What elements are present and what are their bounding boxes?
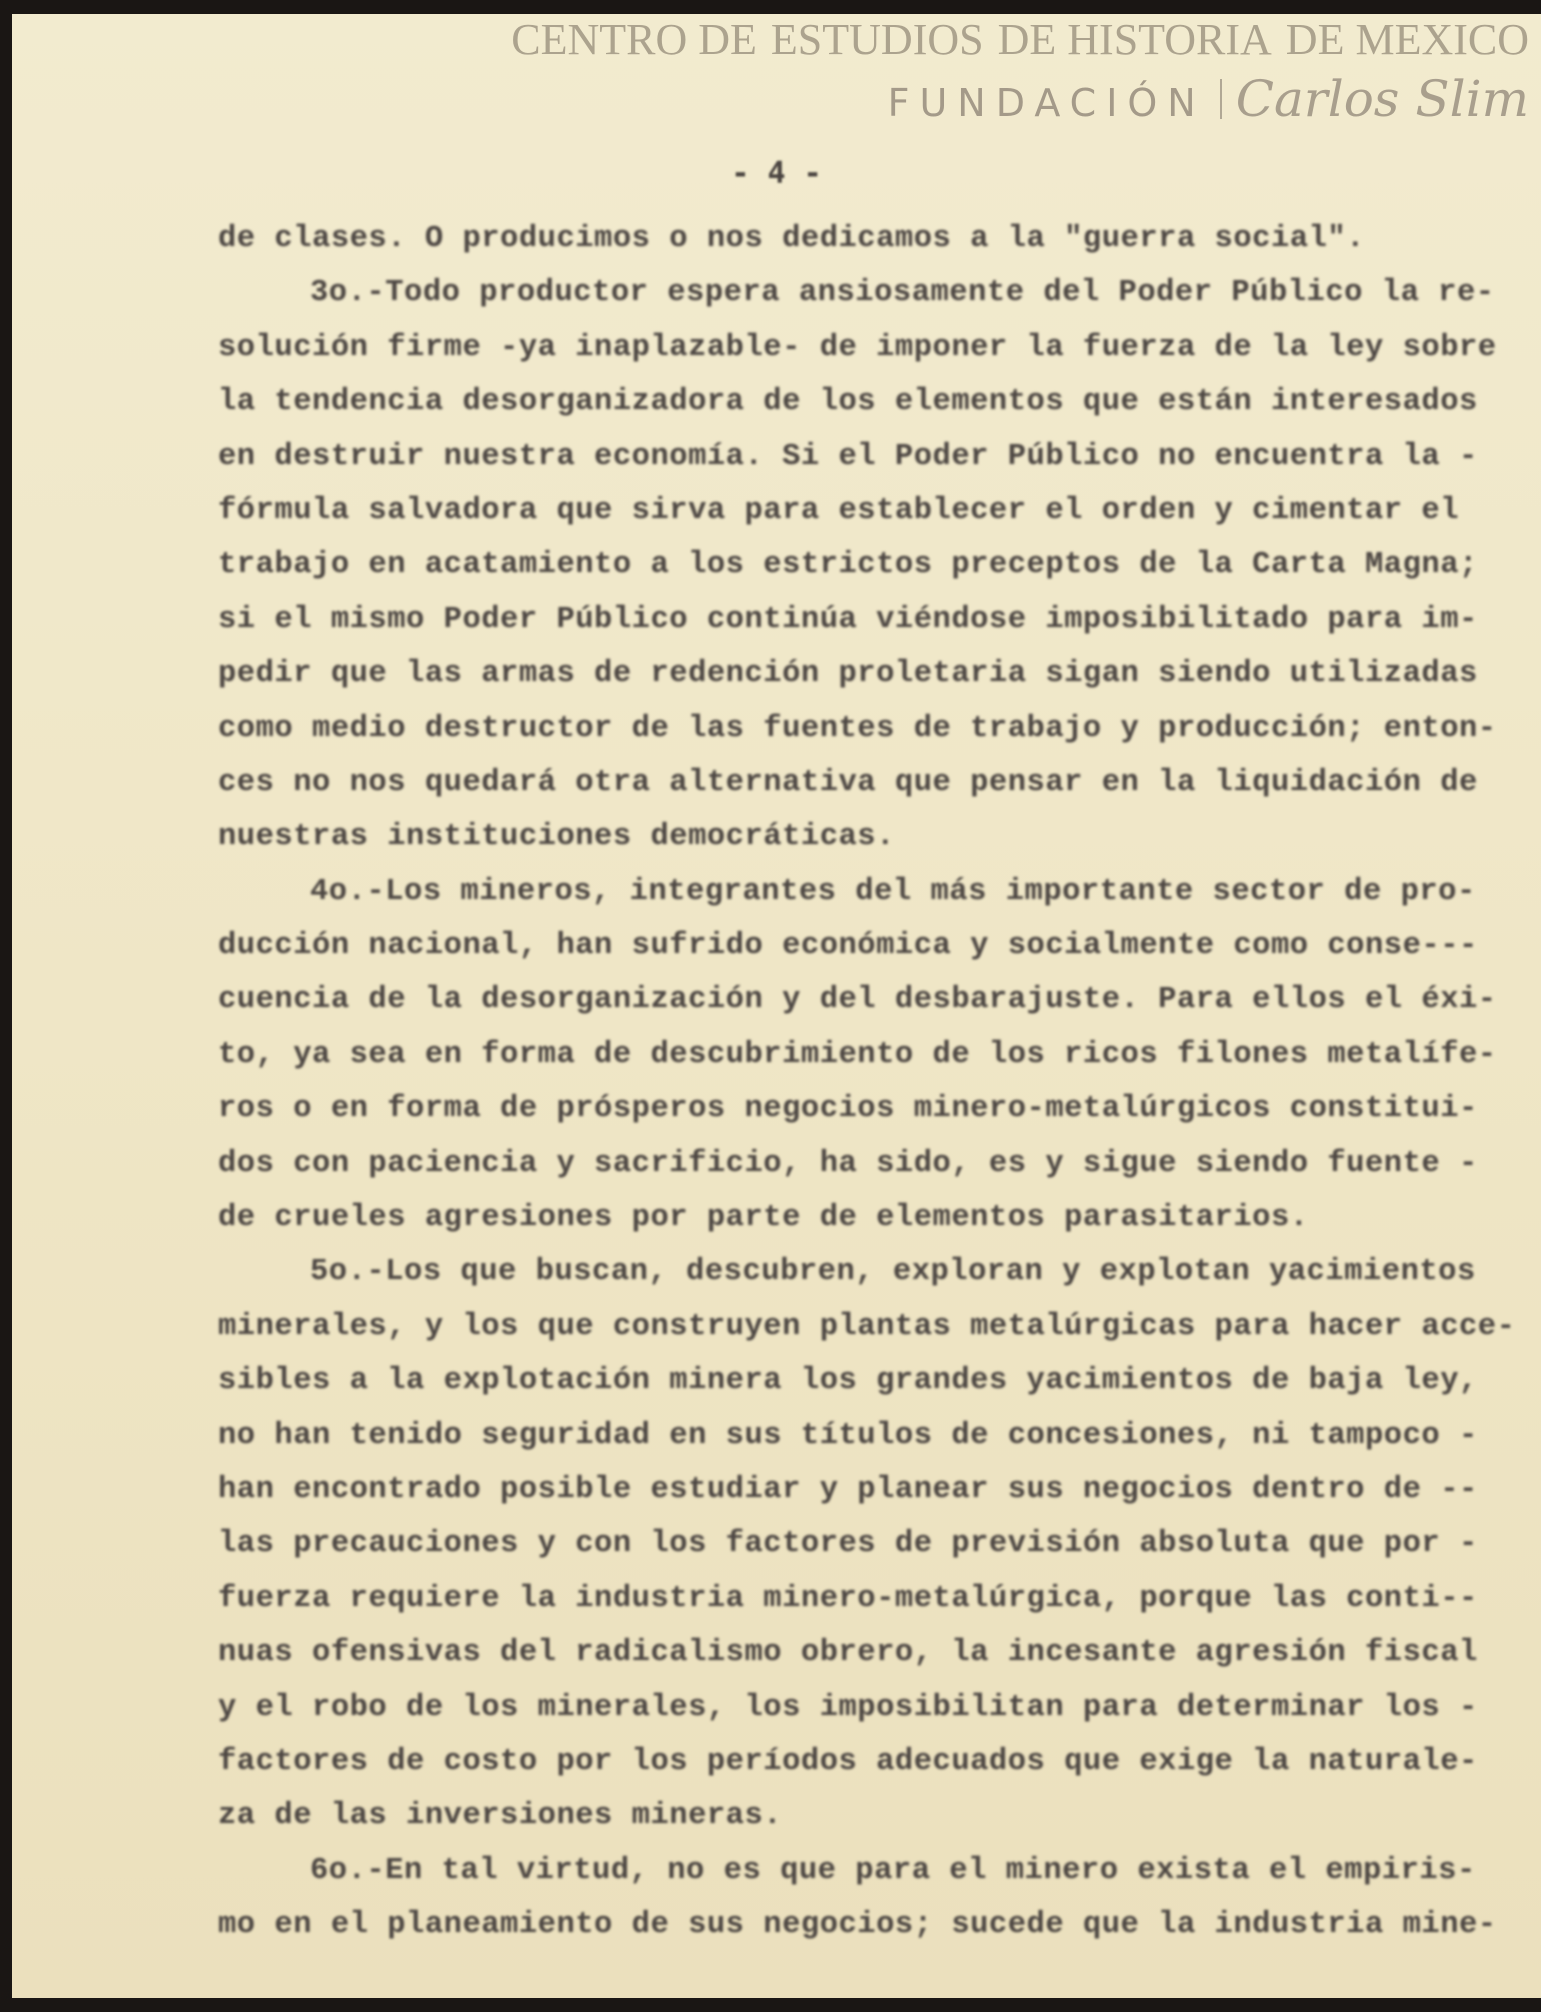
text-line: 4o.-Los mineros, integrantes del más importante sector de pro- (310, 874, 1476, 909)
text-line: dos con paciencia y sacrificio, ha sido, es y sigue siendo fuente - (218, 1146, 1478, 1181)
text-line: de crueles agresiones por parte de elementos parasitarios. (218, 1201, 1309, 1236)
text-line: en destruir nuestra economía. Si el Poder Público no encuentra la - (218, 439, 1478, 474)
text-line: nuas ofensivas del radicalismo obrero, la incesante agresión fiscal (218, 1636, 1478, 1671)
document-body (218, 212, 1518, 1953)
text-line: factores de costo por los períodos adecuados que exige la naturale- (218, 1744, 1478, 1779)
watermark-title-row (511, 15, 1529, 64)
watermark-line: DE HISTORIA (997, 15, 1272, 64)
paragraph (218, 1844, 1518, 1953)
text-line: fuerza requiere la industria minero-metalúrgica, porque las conti-- (218, 1581, 1478, 1616)
page-number: - 4 - (731, 156, 822, 191)
text-line: za de las inversiones mineras. (218, 1799, 783, 1834)
text-line: trabajo en acatamiento a los estrictos preceptos de la Carta Magna; (218, 548, 1478, 583)
text-line: cuencia de la desorganización y del desbarajuste. Para ellos el éxi- (218, 983, 1497, 1018)
paragraph (218, 212, 1518, 266)
watermark (511, 14, 1529, 138)
watermark-line: ESTUDIOS (770, 15, 984, 64)
text-line: 6o.-En tal virtud, no es que para el minero exista el empiris- (310, 1853, 1476, 1888)
watermark-fundacion: FUNDACIÓN (887, 81, 1206, 125)
text-line: han encontrado posible estudiar y planear sus negocios dentro de -- (218, 1472, 1478, 1507)
text-line: sibles a la explotación minera los grandes yacimientos de baja ley, (218, 1364, 1478, 1399)
scanned-page (12, 14, 1541, 1998)
watermark-line: DE MEXICO (1285, 15, 1529, 64)
watermark-line: CENTRO DE (511, 15, 757, 64)
text-line: to, ya sea en forma de descubrimiento de los ricos filones metalífe- (218, 1037, 1497, 1072)
paragraph (218, 865, 1518, 1246)
text-line: no han tenido seguridad en sus títulos de concesiones, ni tampoco - (218, 1418, 1478, 1453)
text-line: la tendencia desorganizadora de los elementos que están interesados (218, 385, 1478, 420)
paragraph (218, 1245, 1518, 1843)
text-line: 5o.-Los que buscan, descubren, exploran y explotan yacimientos (310, 1255, 1476, 1290)
text-line: ducción nacional, han sufrido económica y socialmente como conse--- (218, 929, 1478, 964)
text-line: solución firme -ya inaplazable- de imponer la fuerza de la ley sobre (218, 330, 1497, 365)
text-line: como medio destructor de las fuentes de trabajo y producción; enton- (218, 711, 1497, 746)
text-line: minerales, y los que construyen plantas metalúrgicas para hacer acce- (218, 1309, 1516, 1344)
watermark-foundation-row (887, 70, 1529, 128)
text-line: 3o.-Todo productor espera ansiosamente del Poder Público la re- (310, 276, 1495, 311)
text-line: de clases. O producimos o nos dedicamos a la "guerra social". (218, 222, 1365, 256)
text-line: mo en el planeamiento de sus negocios; sucede que la industria mine- (218, 1908, 1497, 1943)
text-line: pedir que las armas de redención proletaria sigan siendo utilizadas (218, 657, 1478, 692)
text-line: si el mismo Poder Público continúa viéndose imposibilitado para im- (218, 602, 1478, 637)
text-line: ros o en forma de prósperos negocios minero-metalúrgicos constitui- (218, 1092, 1478, 1127)
paragraph (218, 266, 1518, 864)
text-line: y el robo de los minerales, los imposibilitan para determinar los - (218, 1690, 1478, 1725)
text-line: fórmula salvadora que sirva para establecer el orden y cimentar el (218, 493, 1459, 528)
text-line: ces no nos quedará otra alternativa que pensar en la liquidación de (218, 765, 1478, 800)
watermark-signature: Carlos Slim (1235, 70, 1529, 128)
watermark-divider (1220, 79, 1222, 119)
text-line: nuestras instituciones democráticas. (218, 820, 895, 855)
text-line: las precauciones y con los factores de previsión absoluta que por - (218, 1527, 1478, 1562)
